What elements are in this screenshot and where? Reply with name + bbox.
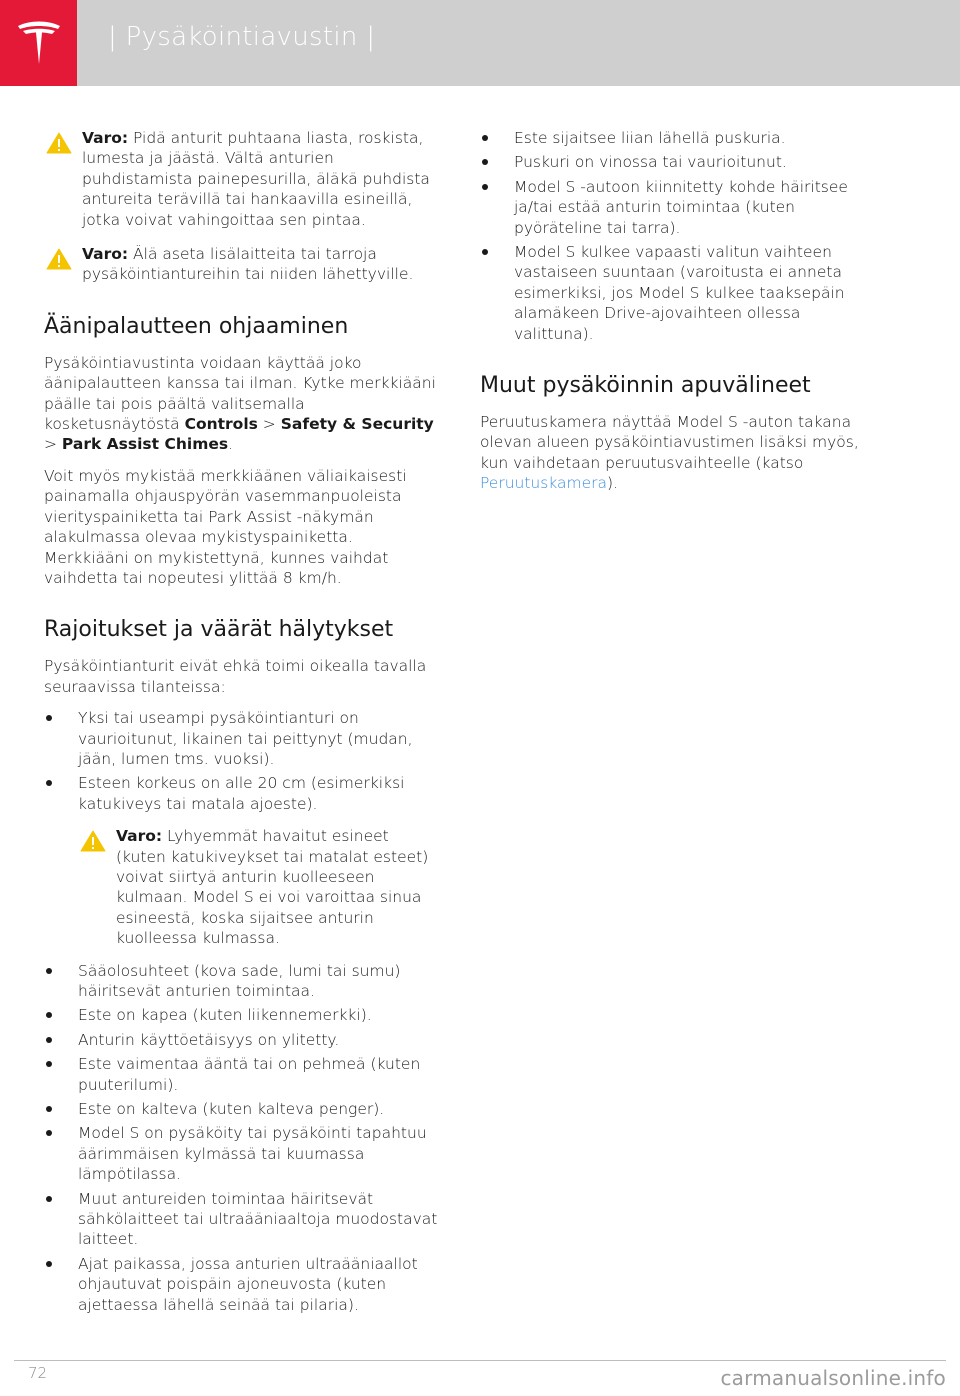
menu-path-safety: Safety & Security (280, 415, 434, 434)
list-item (44, 1030, 439, 1050)
bullet (482, 159, 488, 165)
limitations-list (44, 708, 439, 814)
left-column (44, 128, 439, 1319)
list-item (480, 177, 880, 238)
warning-text: Pidä anturit puhtaana liasta, roskista, lumesta ja jäästä. Vältä anturien puhdistamista painepesurilla, äläkä puhdista antureita terävillä tai hankaavilla esineillä, jotka voivat vahingoittaa sen pintaa. (82, 129, 430, 229)
paragraph: Pysäköintianturit eivät ehkä toimi oikealla tavalla seuraavissa tilanteissa: (44, 657, 427, 696)
list-item (44, 708, 439, 769)
list-item-text: Model S -autoon kiinnitetty kohde häiritsee ja/tai estää anturin toimintaa (kuten pyöräteline tai tarra). (514, 177, 848, 237)
warning-note (78, 826, 439, 948)
bullet (46, 1061, 52, 1067)
bullet (482, 249, 488, 255)
watermark: carmanualsonline.info (720, 1366, 946, 1390)
bullet (46, 1196, 52, 1202)
list-item (44, 961, 439, 1002)
warning-icon (46, 132, 72, 154)
warning-text: Älä aseta lisälaitteita tai tarroja pysäköintiantureihin tai niiden lähettyville. (82, 245, 414, 284)
page-number: 72 (28, 1364, 48, 1382)
section-heading-limitations: Rajoitukset ja väärät hälytykset (44, 617, 394, 643)
section-heading-sound: Äänipalautteen ohjaaminen (44, 313, 349, 339)
page-title: | Pysäköintiavustin | (108, 22, 376, 52)
bullet (46, 1106, 52, 1112)
paragraph-text: Peruutuskamera näyttää Model S -auton takana olevan alueen pysäköintiavustimen lisäksi myös, kun vaihdetaan peruutusvaihteelle (katso (480, 413, 859, 472)
list-item-text: Model S on pysäköity tai pysäköinti tapahtuu äärimmäisen kylmässä tai kuumassa lämpötilassa. (78, 1124, 427, 1184)
limitations-list-continued (44, 961, 439, 1316)
section-heading-other-aids: Muut pysäköinnin apuvälineet (480, 373, 811, 399)
paragraph-text: Pysäköintiavustinta voidaan käyttää joko äänipalautteen kanssa tai ilman. Kytke merkkiääni päälle tai pois päältä valitsemalla kosketusnäytöstä (44, 353, 436, 434)
list-item-text: Sääolosuhteet (kova sade, lumi tai sumu) häiritsevät anturien toimintaa. (78, 961, 401, 1000)
paragraph-text: . (228, 435, 234, 454)
bullet (46, 1261, 52, 1267)
list-item-text: Este vaimentaa ääntä tai on pehmeä (kuten puuterilumi). (78, 1055, 421, 1094)
list-item-text: Ajat paikassa, jossa anturien ultraääniaallot ohjautuvat poispäin ajoneuvosta (kuten ajettaessa lähellä seinää tai pilaria). (78, 1254, 418, 1314)
warning-label: Varo: (116, 827, 163, 846)
paragraph-text: ). (607, 474, 619, 493)
bullet (482, 135, 488, 141)
bullet (46, 968, 52, 974)
bullet (46, 1012, 52, 1018)
list-item (44, 1254, 439, 1315)
bullet (46, 780, 52, 786)
limitations-list-right (480, 128, 880, 344)
bullet (46, 715, 52, 721)
warning-label: Varo: (82, 129, 129, 147)
list-item-text: Model S kulkee vapaasti valitun vaihteen vastaiseen suuntaan (varoitusta ei anneta esimerkiksi, jos Model S kulkee taaksepäin alamäkeen Drive-ajovaihteen ollessa valittuna). (514, 243, 845, 343)
list-item-text: Este sijaitsee liian lähellä puskuria. (514, 129, 786, 147)
list-item-text: Anturin käyttöetäisyys on ylitetty. (78, 1030, 340, 1049)
list-item-text: Este on kalteva (kuten kalteva penger). (78, 1100, 385, 1119)
footer-divider (14, 1360, 946, 1361)
list-item (44, 773, 439, 814)
warning-note (44, 244, 439, 285)
right-column (480, 128, 880, 505)
bullet (46, 1037, 52, 1043)
warning-icon (80, 830, 106, 852)
list-item-text: Yksi tai useampi pysäköintianturi on vaurioitunut, likainen tai peittynyt (mudan, jään, lumen tms. vuoksi). (78, 709, 413, 768)
tesla-logo (0, 0, 77, 86)
bullet (46, 1130, 52, 1136)
list-item (480, 242, 880, 344)
page-header (0, 0, 960, 86)
path-separator: > (257, 415, 281, 434)
paragraph (480, 412, 880, 494)
list-item-text: Este on kapea (kuten liikennemerkki). (78, 1006, 372, 1025)
bullet (482, 184, 488, 190)
list-item-text: Muut antureiden toimintaa häiritsevät sähkölaitteet tai ultraääniaaltoja muodostavat laitteet. (78, 1189, 438, 1249)
warning-note (44, 128, 439, 230)
warning-icon (46, 248, 72, 270)
tesla-logo-icon (16, 18, 62, 68)
link-rear-camera[interactable]: Peruutuskamera (480, 474, 608, 493)
menu-path-chimes: Park Assist Chimes (61, 435, 229, 454)
warning-text: Lyhyemmät havaitut esineet (kuten katukiveykset tai matalat esteet) voivat siirtyä anturin kuolleeseen kulmaan. Model S ei voi varoittaa sinua esineestä, koska sijaitsee anturin kuolleessa kulmassa. (116, 827, 429, 948)
list-item (44, 1054, 439, 1095)
list-item (480, 152, 880, 172)
list-item (44, 1005, 439, 1025)
menu-path-controls: Controls (184, 415, 258, 434)
paragraph (44, 353, 439, 455)
list-item-text: Esteen korkeus on alle 20 cm (esimerkiksi katukiveys tai matala ajoeste). (78, 774, 405, 813)
list-item (44, 1123, 439, 1184)
path-separator: > (44, 435, 62, 454)
list-item (480, 128, 880, 148)
warning-label: Varo: (82, 245, 129, 264)
list-item-text: Puskuri on vinossa tai vaurioitunut. (514, 153, 787, 172)
list-item (44, 1189, 439, 1250)
paragraph: Voit myös mykistää merkkiäänen väliaikaisesti painamalla ohjauspyörän vasemmanpuoleista vierityspainiketta tai Park Assist -näkymän alakulmassa olevaa mykistyspainiketta. Merkkiääni on mykistettynä, kunnes vaihdat vaihdetta tai nopeutesi ylittää 8 km/h. (44, 466, 407, 587)
list-item (44, 1099, 439, 1119)
